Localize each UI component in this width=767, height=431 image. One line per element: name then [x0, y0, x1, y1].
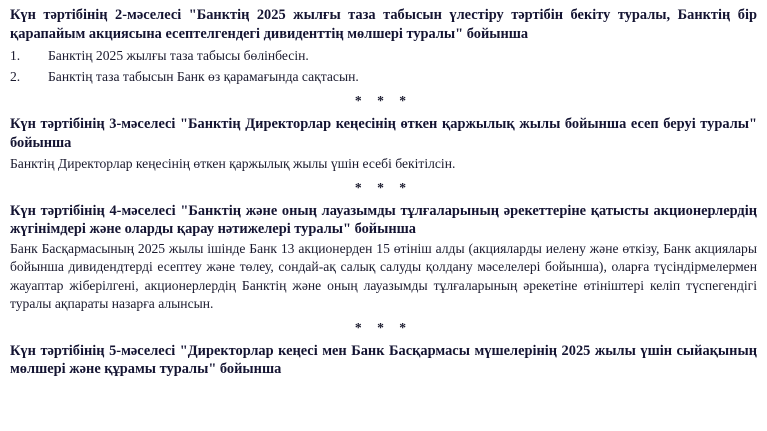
- section-agenda-item-3: [10, 115, 757, 174]
- section-heading: Күн тәртібінің 2-мәселесі "Банктің 2025 жылғы таза табысын үлестіру тәртібін бекіту туралы, Банктің бір қарапайым акциясына есептелгендегі дивиденттің мөлшері туралы" бойынша: [10, 7, 757, 42]
- section-body: Банк Басқармасының 2025 жылы ішінде Банк 13 акционерден 15 өтініш алды (акцияларды иелену және өткізу, Банк акциялары бойынша дивидендтерді есептеу және төлеу, сондай-ақ салық салуды қолдану мәселелері бойынша), оларға түсіндірмелермен жауаптар жіберілгені, акционерлердің Банктің және оның лауазымды тұлғаларының әрекетіне өтініштері келіп түспегендігі туралы ақпараты назарға алынсын.: [10, 240, 757, 311]
- section-heading: Күн тәртібінің 4-мәселесі "Банктің және оның лауазымды тұлғаларының әрекеттеріне қатысты акционерлердің жүгінімдері және оларды қарау нәтижелері туралы" бойынша: [10, 202, 757, 237]
- list-item-number: 1.: [10, 48, 21, 63]
- list-item-number: 2.: [10, 69, 21, 84]
- section-agenda-item-5: [10, 342, 757, 379]
- section-body: Банктің Директорлар кеңесінің өткен қаржылық жылы үшін есебі бекітілсін.: [10, 156, 456, 171]
- section-heading: Күн тәртібінің 3-мәселесі "Банктің Директорлар кеңесінің өткен қаржылық жылы бойынша есеп беруі туралы" бойынша: [10, 116, 757, 151]
- list-item: [10, 45, 757, 66]
- list-item: [10, 66, 757, 87]
- section-agenda-item-2: [10, 6, 757, 87]
- section-separator: * * *: [354, 319, 413, 335]
- section-agenda-item-4: [10, 202, 757, 314]
- list-item-text: Банктің 2025 жылғы таза табысы бөлінбесін.: [48, 48, 309, 63]
- section-separator: * * *: [354, 179, 413, 195]
- section-heading: Күн тәртібінің 5-мәселесі "Директорлар кеңесі мен Банк Басқармасы мүшелерінің 2025 жылы үшін сыйақының мөлшері және құрамы туралы" бойынша: [10, 342, 757, 377]
- resolution-list: [10, 45, 757, 87]
- section-separator: * * *: [354, 93, 413, 108]
- list-item-text: Банктің таза табысын Банк өз қарамағында сақтасын.: [48, 69, 359, 84]
